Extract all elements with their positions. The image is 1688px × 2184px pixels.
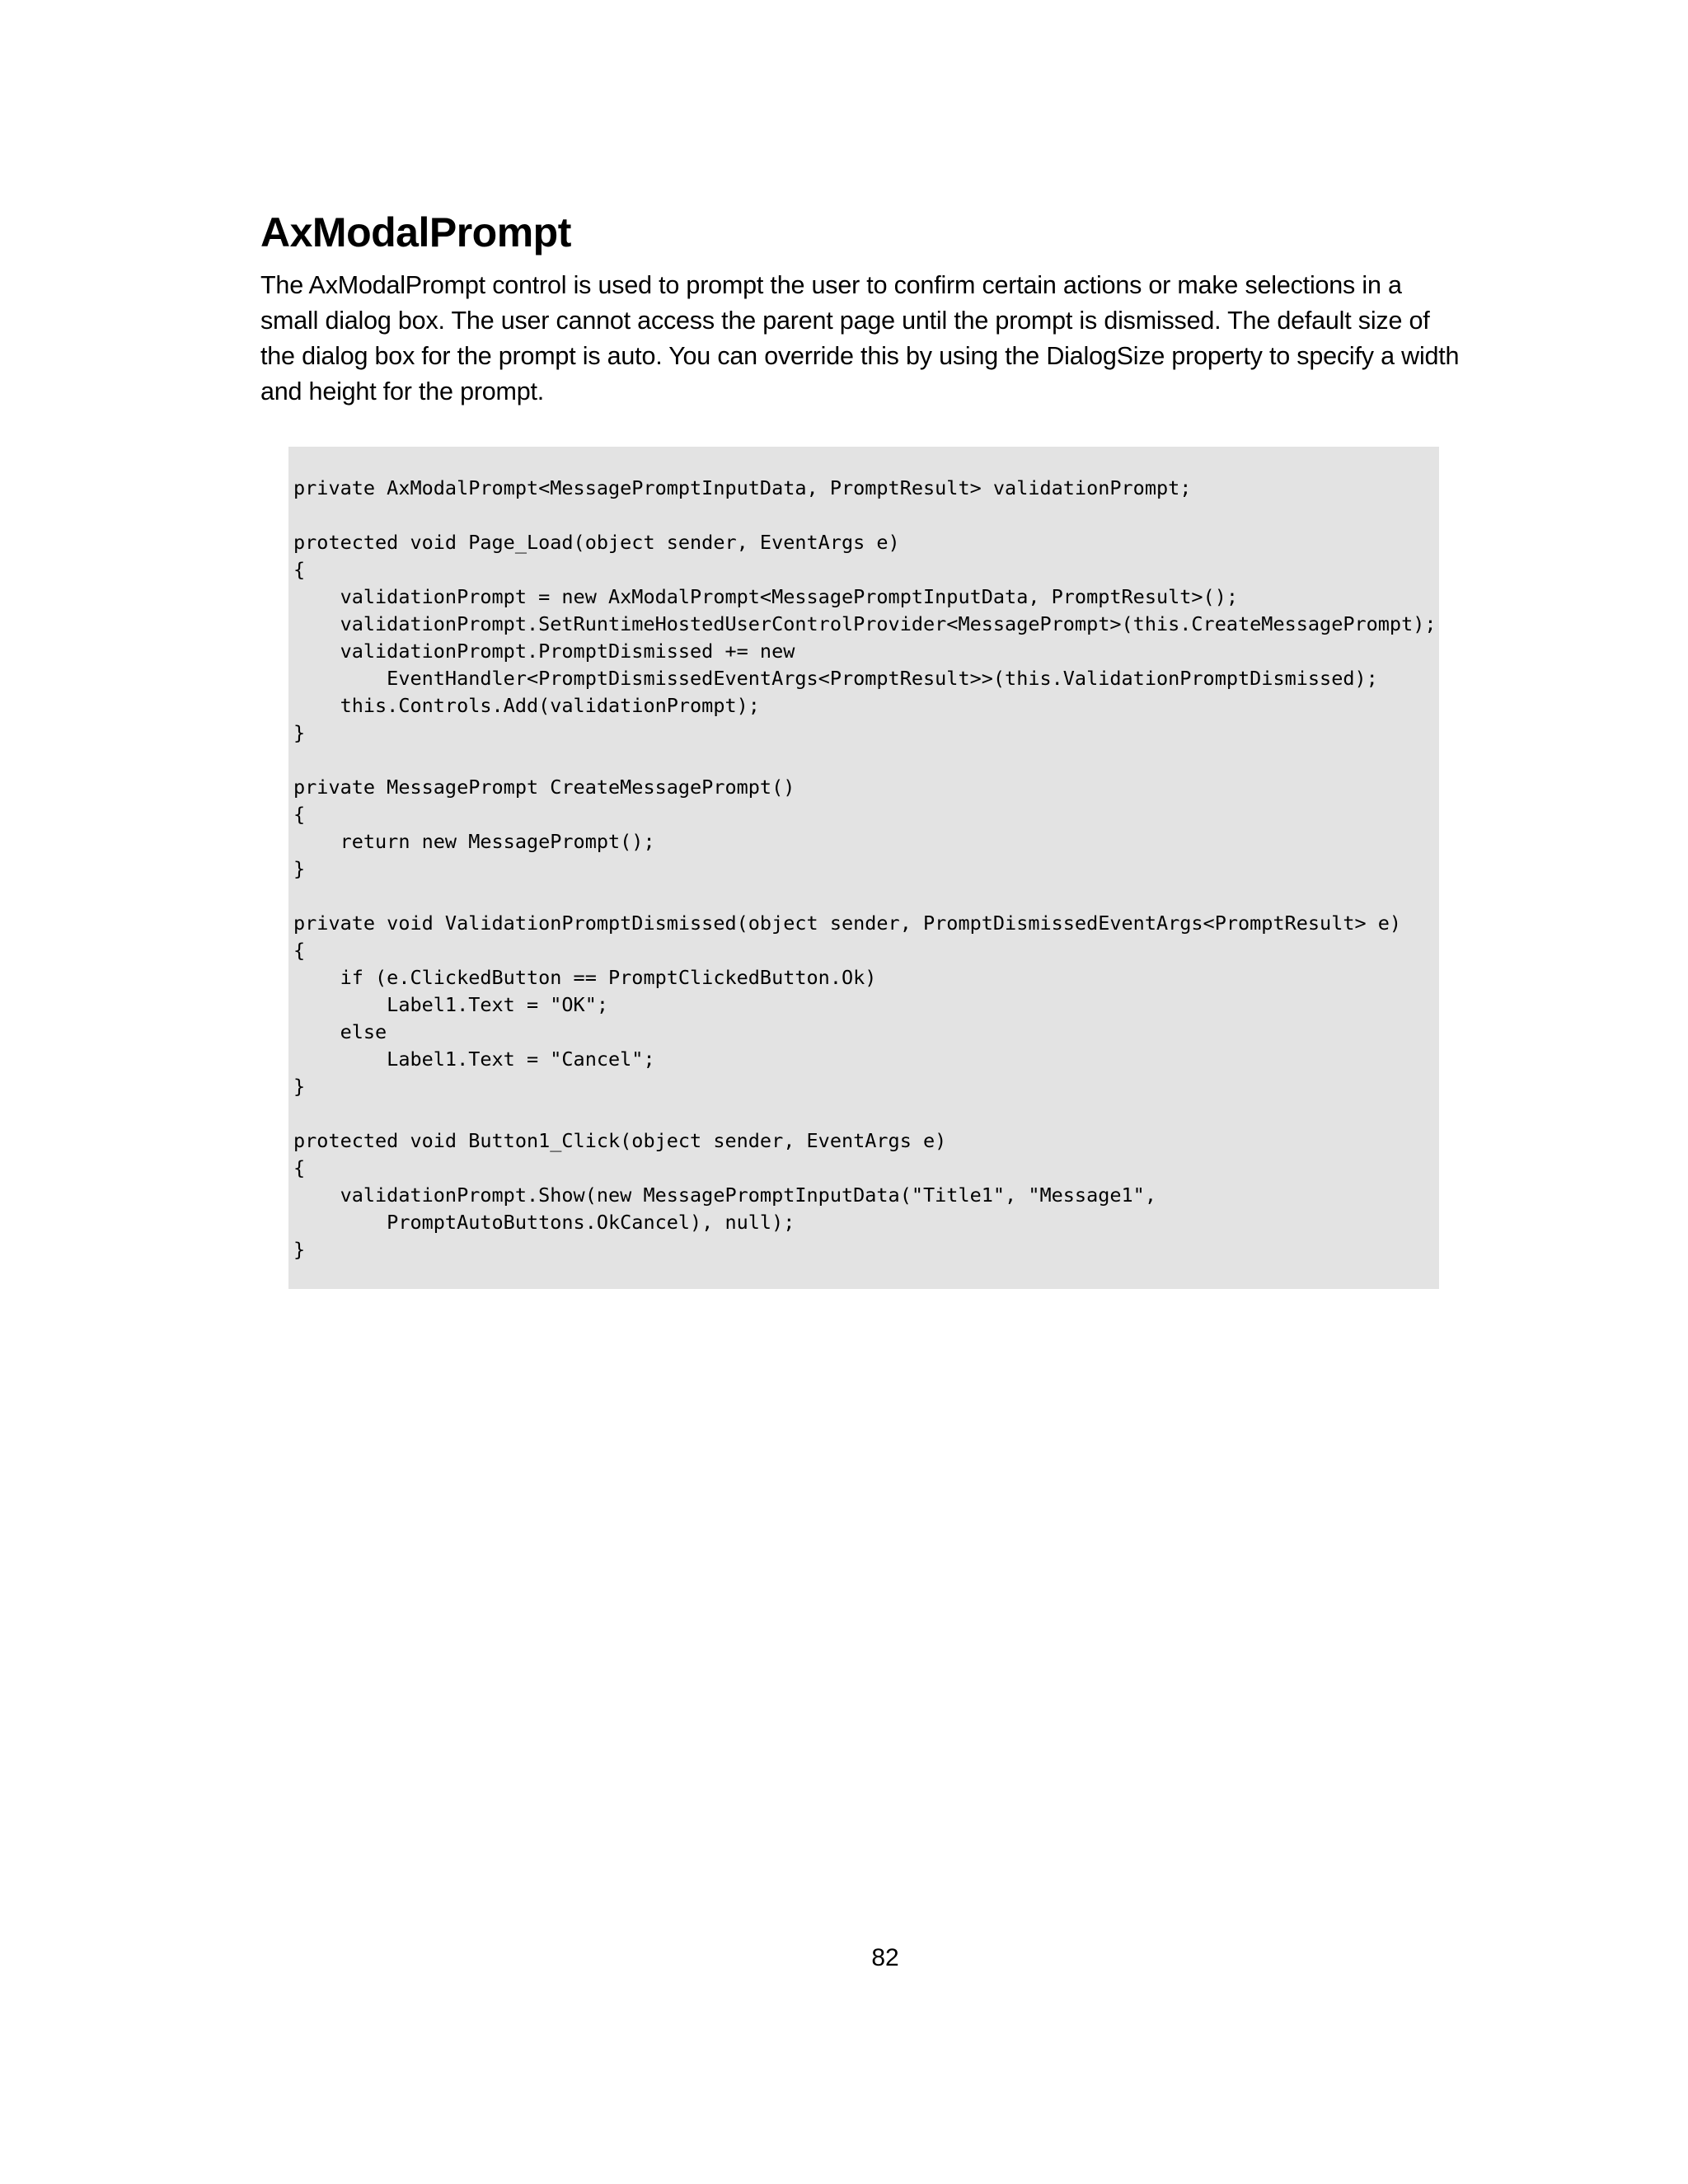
code-line: } (293, 857, 306, 880)
section-heading: AxModalPrompt (260, 209, 571, 255)
code-line: else (293, 1020, 387, 1043)
code-line: validationPrompt.PromptDismissed += new (293, 640, 795, 663)
code-line: protected void Button1_Click(object sender, EventArgs e) (293, 1129, 947, 1152)
code-line: { (293, 558, 306, 581)
code-line: } (293, 1075, 306, 1098)
code-line: } (293, 1238, 306, 1261)
code-line: if (e.ClickedButton == PromptClickedButton.Ok) (293, 966, 877, 989)
code-line: validationPrompt.Show(new MessagePromptInputData("Title1", "Message1", (293, 1183, 1156, 1207)
code-line: PromptAutoButtons.OkCancel), null); (293, 1211, 795, 1234)
code-line (293, 1100, 1439, 1127)
code-line: validationPrompt.SetRuntimeHostedUserControlProvider<MessagePrompt>(this.CreateMessagePrompt); (293, 612, 1437, 635)
code-line: EventHandler<PromptDismissedEventArgs<PromptResult>>(this.ValidationPromptDismissed); (293, 667, 1378, 690)
code-line: { (293, 1156, 306, 1179)
code-line: protected void Page_Load(object sender, EventArgs e) (293, 531, 900, 554)
code-line (293, 747, 1439, 774)
code-line: Label1.Text = "Cancel"; (293, 1047, 655, 1071)
code-line: Label1.Text = "OK"; (293, 993, 609, 1016)
code-line: private AxModalPrompt<MessagePromptInputData, PromptResult> validationPrompt; (293, 476, 1192, 499)
code-line: validationPrompt = new AxModalPrompt<MessagePromptInputData, PromptResult>(); (293, 585, 1239, 608)
code-line: private void ValidationPromptDismissed(object sender, PromptDismissedEventArgs<PromptResult> e) (293, 912, 1402, 935)
body-paragraph: The AxModalPrompt control is used to prompt the user to confirm certain actions or make selections in a small dialog box. The user cannot access the parent page until the prompt is dismissed. The default size of the dialog box for the prompt is auto. You can override this by using the DialogSize property to specify a width and height for the prompt. (260, 271, 1460, 405)
code-line: { (293, 939, 306, 962)
code-line: } (293, 721, 306, 744)
code-line: { (293, 803, 306, 826)
code-line: this.Controls.Add(validationPrompt); (293, 694, 760, 717)
code-block (288, 447, 1439, 1289)
code-line (293, 883, 1439, 910)
code-line: private MessagePrompt CreateMessagePrompt() (293, 776, 795, 799)
page-number: 82 (871, 1944, 899, 1971)
code-line: return new MessagePrompt(); (293, 830, 655, 853)
code-line (293, 502, 1439, 529)
